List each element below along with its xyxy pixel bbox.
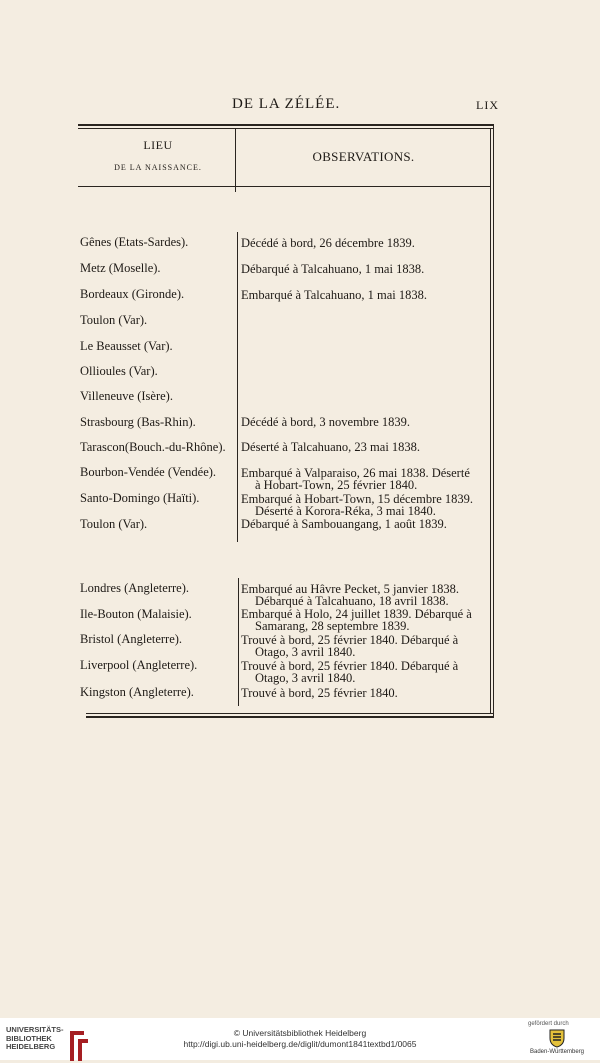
obs-line-continued: Débarqué à Talcahuano, 18 avril 1838. (255, 594, 449, 608)
row-10-obs (241, 467, 498, 491)
row-11-lieu: Santo-Domingo (Haïti). (80, 491, 200, 505)
row-3-obs (241, 289, 498, 301)
obs-line: Embarqué à Holo, 24 juillet 1839. Débarqué à (241, 607, 472, 621)
obs-line: Décédé à bord, 3 novembre 1839. (241, 415, 411, 429)
header-lieu: LIEU (143, 138, 173, 152)
header-naissance: DE LA NAISSANCE. (114, 163, 202, 172)
obs-line: Décédé à bord, 26 décembre 1839. (241, 236, 415, 250)
row-13-lieu: Londres (Angleterre). (80, 581, 189, 595)
row-7-lieu: Villeneuve (Isère). (80, 389, 173, 403)
row-1-lieu: Gênes (Etats-Sardes). (80, 235, 189, 249)
library-name-line-1: UNIVERSITÄTS- (6, 1025, 64, 1034)
row-13-obs (241, 583, 498, 607)
library-name-line-2: BIBLIOTHEK (6, 1033, 52, 1043)
running-head (0, 96, 600, 116)
header-bottom-rule (78, 186, 490, 187)
row-14-lieu: Ile-Bouton (Malaisie). (80, 607, 192, 621)
row-5-lieu: Le Beausset (Var). (80, 339, 173, 353)
obs-line: Embarqué à Talcahuano, 1 mai 1838. (241, 288, 427, 302)
obs-line-continued: Otago, 3 avril 1840. (255, 671, 356, 685)
row-14-obs (241, 608, 498, 632)
obs-line-continued: Samarang, 28 septembre 1839. (255, 619, 410, 633)
row-15-obs (241, 634, 498, 658)
row-16-lieu: Liverpool (Angleterre). (80, 658, 198, 672)
library-name-line-3: HEIDELBERG (6, 1042, 56, 1051)
obs-line: Embarqué au Hâvre Pecket, 5 janvier 1838. (241, 582, 459, 596)
obs-line: Déserté à Talcahuano, 23 mai 1838. (241, 440, 421, 454)
running-head-title: DE LA ZÉLÉE. (232, 96, 341, 112)
row-12-obs (241, 518, 498, 530)
header-observations: OBSERVATIONS. (312, 149, 415, 164)
obs-line-continued: à Hobart-Town, 25 février 1840. (255, 478, 418, 492)
obs-line: Trouvé à bord, 25 février 1840. Débarqué à (241, 659, 459, 673)
row-17-obs (241, 687, 498, 699)
row-8-lieu: Strasbourg (Bas-Rhin). (80, 415, 196, 429)
row-3-lieu: Bordeaux (Gironde). (80, 287, 185, 301)
row-2-lieu: Metz (Moselle). (80, 261, 161, 275)
obs-line: Embarqué à Hobart-Town, 15 décembre 1839. (241, 492, 474, 506)
row-10-lieu: Bourbon-Vendée (Vendée). (80, 465, 217, 479)
obs-line-continued: Otago, 3 avril 1840. (255, 645, 356, 659)
baden-wuerttemberg-crest-icon (548, 1028, 566, 1048)
funded-by-label: gefördert durch (528, 1021, 569, 1027)
obs-line: Trouvé à bord, 25 février 1840. (241, 686, 398, 700)
table-top-rule-thin (78, 128, 494, 129)
row-15-lieu: Bristol (Angleterre). (80, 632, 183, 646)
row-6-lieu: Ollioules (Var). (80, 364, 158, 378)
table-bottom-rule-thick (86, 716, 494, 718)
row-9-obs (241, 441, 498, 453)
footer-bar (0, 1018, 600, 1060)
table-top-rule (78, 124, 494, 126)
funder-name: Baden-Württemberg (530, 1049, 585, 1055)
page-number: LIX (476, 98, 499, 112)
column-divider-body-2 (238, 578, 239, 706)
obs-line-continued: Déserté à Korora-Réka, 3 mai 1840. (255, 504, 436, 518)
row-9-lieu: Tarascon(Bouch.-du-Rhône). (80, 440, 226, 454)
table-bottom-rule (86, 713, 494, 714)
row-12-lieu: Toulon (Var). (80, 517, 148, 531)
obs-line: Débarqué à Talcahuano, 1 mai 1838. (241, 262, 425, 276)
row-4-lieu: Toulon (Var). (80, 313, 148, 327)
obs-line: Trouvé à bord, 25 février 1840. Débarqué à (241, 633, 459, 647)
row-16-obs (241, 660, 498, 684)
obs-line: Embarqué à Valparaiso, 26 mai 1838. Déserté (241, 466, 470, 480)
row-17-lieu: Kingston (Angleterre). (80, 685, 194, 699)
copyright-text: © Universitätsbibliothek Heidelberg (233, 1028, 367, 1038)
column-divider-body-1 (237, 232, 238, 542)
row-8-obs (241, 416, 498, 428)
row-1-obs (241, 237, 498, 249)
obs-line: Débarqué à Sambouangang, 1 août 1839. (241, 517, 447, 531)
row-2-obs (241, 263, 498, 275)
permalink[interactable]: http://digi.ub.uni-heidelberg.de/diglit/dumont1841textbd1/0065 (183, 1039, 417, 1049)
row-11-obs (241, 493, 498, 517)
